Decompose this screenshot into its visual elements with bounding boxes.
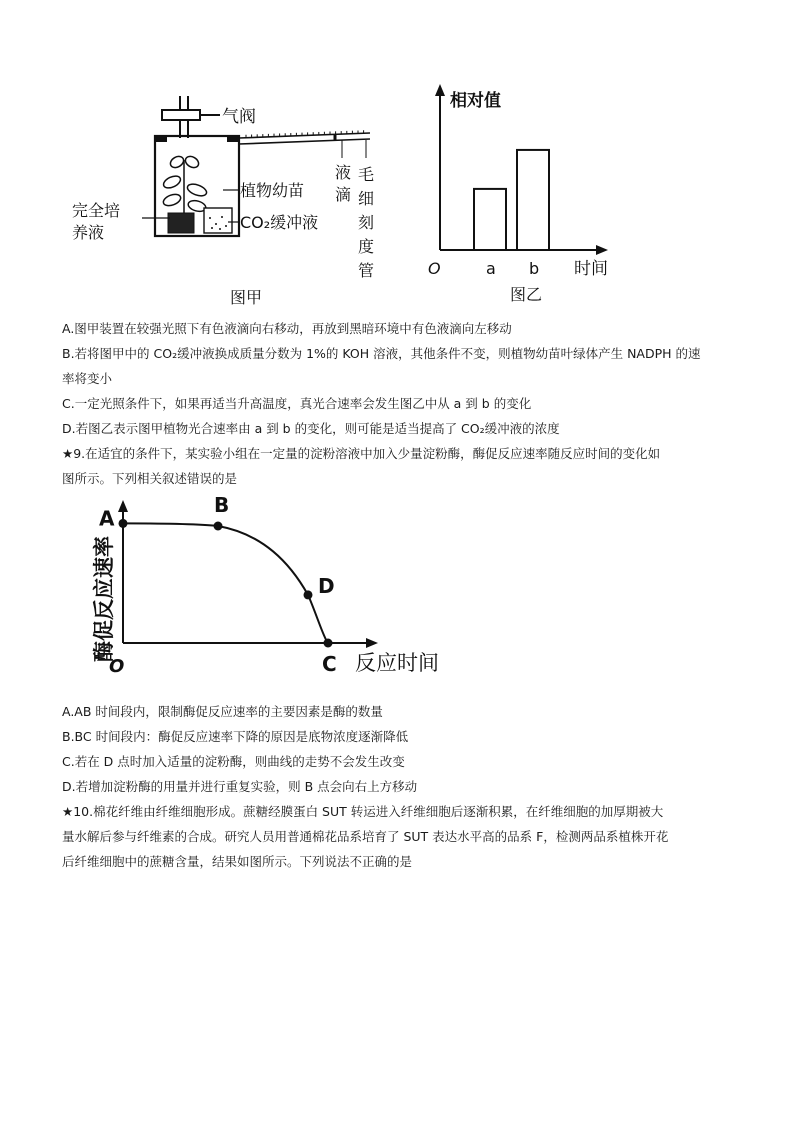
q10-stem-line1: ★10.棉花纤维由纤维细胞形成。蔗糖经膜蛋白 SUT 转运进入纤维细胞后逐渐积累，在纤维细胞的加厚期被大 bbox=[62, 804, 664, 819]
tick-label-b: b bbox=[529, 259, 540, 278]
bar-a bbox=[474, 189, 506, 250]
capillary-label bbox=[358, 165, 374, 280]
figure-jia-caption: 图甲 bbox=[230, 288, 263, 307]
capillary-tube bbox=[239, 133, 370, 144]
svg-text:度: 度 bbox=[358, 237, 375, 256]
q9-stem-line2: 图所示。下列相关叙述错误的是 bbox=[62, 471, 238, 486]
x-axis-label: 时间 bbox=[574, 259, 608, 279]
buffer-container bbox=[204, 208, 232, 233]
x-axis-label: 反应时间 bbox=[355, 651, 439, 675]
svg-text:管: 管 bbox=[358, 261, 375, 280]
q8-option-d: D.若图乙表示图甲植物光合速率由 a 到 b 的变化，则可能是适当提高了 CO₂缓冲液的浓度 bbox=[62, 421, 560, 436]
point-label-B: B bbox=[214, 493, 230, 517]
q9-option-d: D.若增加淀粉酶的用量并进行重复实验，则 B 点会向右上方移动 bbox=[62, 779, 418, 794]
nutrient-label-1: 完全培 bbox=[72, 201, 121, 220]
point-D bbox=[304, 590, 313, 599]
origin-label: O bbox=[109, 656, 125, 677]
x-axis-arrow bbox=[366, 638, 378, 648]
figure-yi-bar-chart bbox=[420, 78, 630, 318]
bar-b bbox=[517, 150, 549, 250]
point-label-A: A bbox=[99, 506, 115, 531]
svg-text:刻: 刻 bbox=[358, 213, 375, 232]
seedling-label: 植物幼苗 bbox=[240, 181, 305, 200]
plant-seedling bbox=[162, 154, 208, 218]
y-axis-arrow bbox=[118, 500, 128, 512]
droplet-label bbox=[335, 163, 351, 204]
point-label-C: C bbox=[322, 652, 337, 676]
origin-label: O bbox=[428, 259, 441, 278]
nutrient-container bbox=[168, 213, 194, 233]
valve-label: 气阀 bbox=[222, 107, 256, 127]
q9-option-c: C.若在 D 点时加入适量的淀粉酶，则曲线的走势不会发生改变 bbox=[62, 754, 405, 769]
figure-enzyme-rate-curve bbox=[92, 493, 465, 688]
gas-valve bbox=[162, 96, 220, 138]
q8-option-b-line2: 率将变小 bbox=[62, 371, 113, 386]
nutrient-label-2: 养液 bbox=[72, 223, 105, 242]
tick-label-a: a bbox=[486, 259, 496, 278]
figure-yi-caption: 图乙 bbox=[510, 285, 543, 304]
svg-text:液: 液 bbox=[335, 163, 352, 182]
q8-option-a: A.图甲装置在较强光照下有色液滴向右移动，再放到黑暗环境中有色液滴向左移动 bbox=[62, 321, 512, 336]
y-axis-arrow bbox=[435, 84, 445, 96]
point-C bbox=[324, 639, 333, 648]
svg-text:细: 细 bbox=[358, 189, 375, 208]
buffer-label: CO₂缓冲液 bbox=[240, 213, 319, 232]
y-axis-label: 酶促反应速率 bbox=[92, 536, 116, 662]
q10-stem-line2: 量水解后参与纤维素的合成。研究人员用普通棉花品系培育了 SUT 表达水平高的品系 F，检测两品系植株开花 bbox=[62, 829, 669, 844]
rate-curve bbox=[123, 523, 328, 643]
x-axis-arrow bbox=[596, 245, 608, 255]
q8-option-c: C.一定光照条件下，如果再适当升高温度，真光合速率会发生图乙中从 a 到 b 的变化 bbox=[62, 396, 532, 411]
point-label-D: D bbox=[318, 573, 335, 598]
q9-stem-line1: ★9.在适宜的条件下，某实验小组在一定量的淀粉溶液中加入少量淀粉酶，酶促反应速率随反应时间的变化如 bbox=[62, 446, 661, 461]
point-A bbox=[119, 519, 128, 528]
svg-text:毛: 毛 bbox=[358, 165, 375, 184]
q9-option-b: B.BC 时间段内：酶促反应速率下降的原因是底物浓度逐渐降低 bbox=[62, 729, 409, 744]
svg-text:滴: 滴 bbox=[335, 185, 352, 204]
q10-stem-line3: 后纤维细胞中的蔗糖含量，结果如图所示。下列说法不正确的是 bbox=[62, 854, 413, 869]
q8-option-b-line1: B.若将图甲中的 CO₂缓冲液换成质量分数为 1%的 KOH 溶液，其他条件不变，则植物幼苗叶绿体产生 NADPH 的速 bbox=[62, 346, 701, 361]
y-axis-label: 相对值 bbox=[450, 91, 501, 111]
point-B bbox=[214, 522, 223, 531]
q9-option-a: A.AB 时间段内，限制酶促反应速率的主要因素是酶的数量 bbox=[62, 704, 383, 719]
figure-jia-apparatus bbox=[60, 78, 390, 318]
